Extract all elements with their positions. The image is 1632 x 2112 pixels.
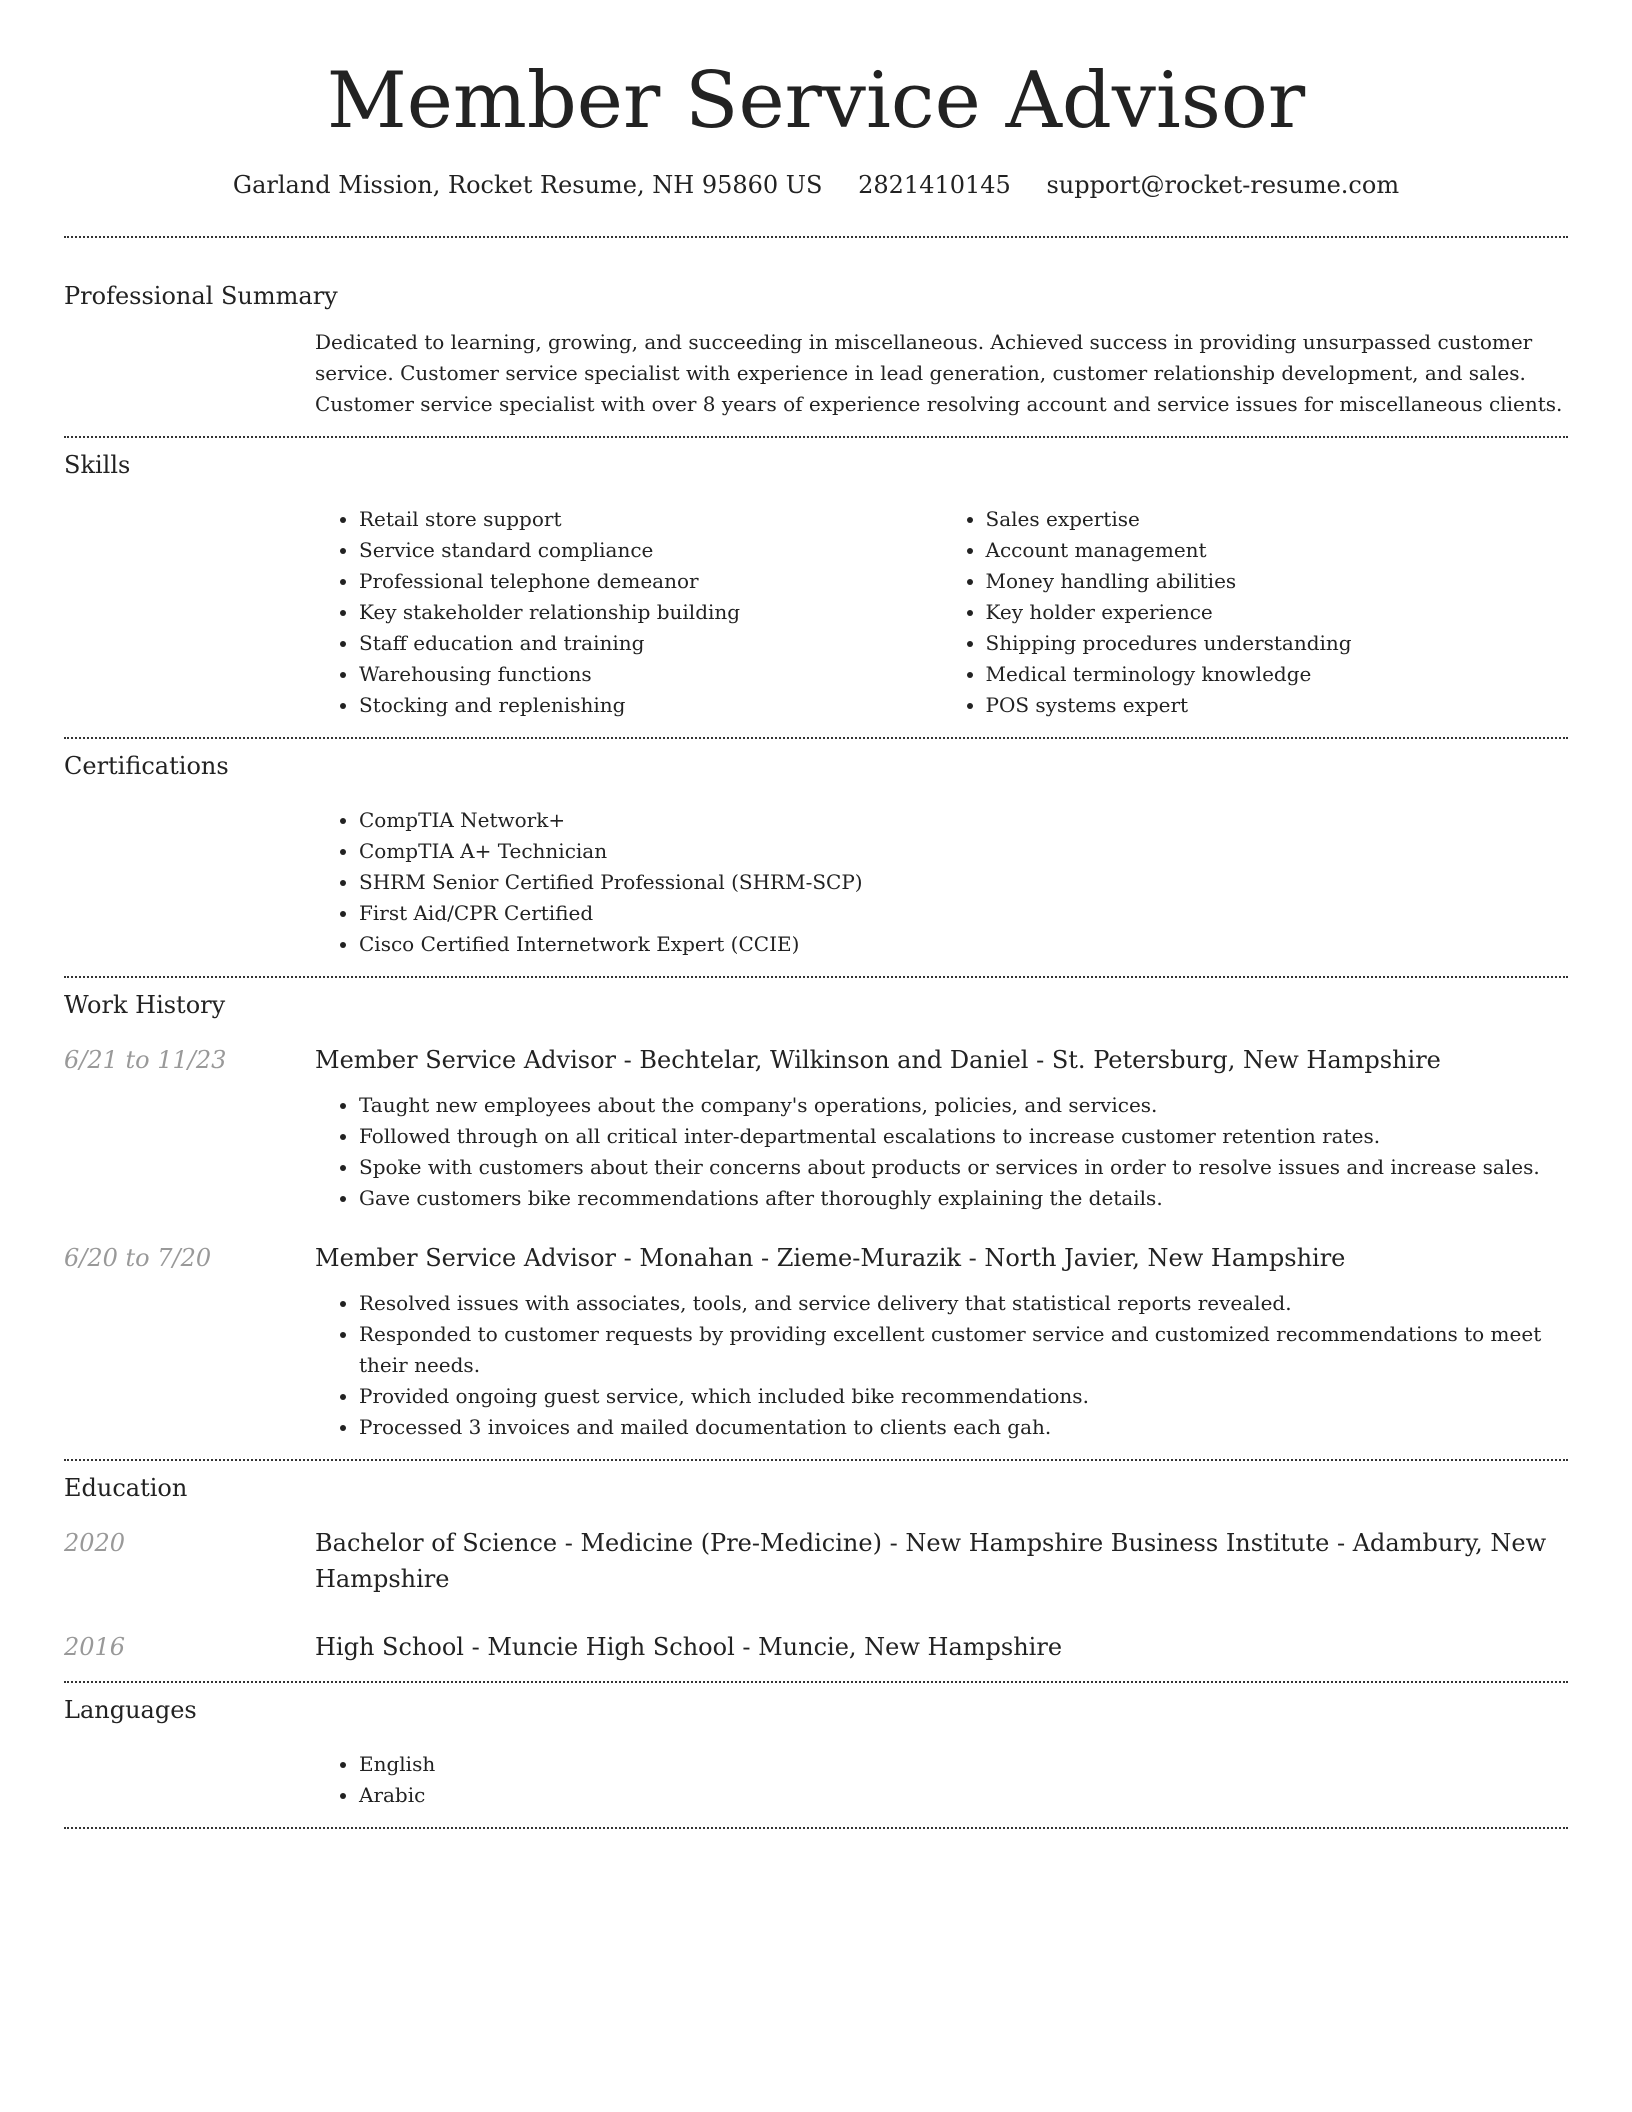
- contact-phone: 2821410145: [858, 171, 1011, 199]
- languages-section: [64, 1683, 1568, 1827]
- skill-item: • Warehousing functions: [359, 659, 942, 690]
- work-title: Work History: [64, 991, 226, 1019]
- language-item: • English: [359, 1749, 1568, 1780]
- job-bullet: • Taught new employees about the company's operations, policies, and services.: [359, 1090, 1568, 1121]
- skills-list-right: [942, 504, 1569, 721]
- education-date: 2020: [64, 1529, 126, 1557]
- job-entry: [64, 1042, 1568, 1214]
- languages-title: Languages: [64, 1696, 197, 1724]
- job-bullets: [315, 1288, 1568, 1443]
- education-entry: [64, 1525, 1568, 1597]
- job-title: Member Service Advisor: [315, 1046, 616, 1074]
- skill-item: • Account management: [986, 535, 1569, 566]
- contact-address: Garland Mission, Rocket Resume, NH 95860 US: [232, 171, 823, 199]
- certifications-content: [315, 805, 1568, 960]
- skill-item: • Key holder experience: [986, 597, 1569, 628]
- certifications-title: Certifications: [64, 752, 229, 780]
- job-bullets: [315, 1090, 1568, 1214]
- job-header: [64, 1042, 1568, 1078]
- contact-email: support@rocket-resume.com: [1046, 171, 1400, 199]
- summary-text: Dedicated to learning, growing, and succeeding in miscellaneous. Achieved success in providing unsurpassed customer service. Customer service specialist with experience in lead generation, customer relationship development, and sales. Customer service specialist with over 8 years of experience resolving account and service issues for miscellaneous clients.: [315, 330, 1563, 416]
- skill-item: • Stocking and replenishing: [359, 690, 942, 721]
- job-bullet: • Gave customers bike recommendations after thoroughly explaining the details.: [359, 1183, 1568, 1214]
- job-details: - Bechtelar, Wilkinson and Daniel - St. Petersburg, New Hampshire: [616, 1046, 1441, 1074]
- education-title: Education: [64, 1474, 188, 1502]
- skill-item: • Sales expertise: [986, 504, 1569, 535]
- certification-item: • First Aid/CPR Certified: [359, 898, 1568, 929]
- certification-item: • CompTIA A+ Technician: [359, 836, 1568, 867]
- languages-list: [315, 1749, 1568, 1811]
- summary-title: Professional Summary: [64, 282, 338, 310]
- certifications-section: [64, 739, 1568, 976]
- skills-list-left: [315, 504, 942, 721]
- divider: [64, 1827, 1568, 1829]
- job-bullet: • Processed 3 invoices and mailed documentation to clients each gah.: [359, 1412, 1568, 1443]
- job-details: - Monahan - Zieme-Murazik - North Javier, New Hampshire: [616, 1244, 1346, 1272]
- job-date: 6/20 to 7/20: [64, 1244, 212, 1272]
- skill-item: • Professional telephone demeanor: [359, 566, 942, 597]
- work-section: [64, 978, 1568, 1459]
- skill-item: • Service standard compliance: [359, 535, 942, 566]
- skill-item: • Money handling abilities: [986, 566, 1569, 597]
- certification-item: • CompTIA Network+: [359, 805, 1568, 836]
- education-degree: High School: [315, 1633, 464, 1661]
- job-date: 6/21 to 11/23: [64, 1046, 227, 1074]
- skill-item: • Key stakeholder relationship building: [359, 597, 942, 628]
- resume-name: Member Service Advisor: [326, 56, 1306, 146]
- job-bullet: • Responded to customer requests by providing excellent customer service and customized recommendations to meet their needs.: [359, 1319, 1568, 1381]
- job-header: [64, 1240, 1568, 1276]
- job-bullet-list: [315, 1288, 1568, 1443]
- job-bullet: • Resolved issues with associates, tools, and service delivery that statistical reports revealed.: [359, 1288, 1568, 1319]
- summary-section: [64, 238, 1568, 436]
- job-bullet: • Spoke with customers about their concerns about products or services in order to resolve issues and increase sales.: [359, 1152, 1568, 1183]
- certifications-list: [315, 805, 1568, 960]
- skill-item: • POS systems expert: [986, 690, 1569, 721]
- job-bullet: • Followed through on all critical inter-departmental escalations to increase customer retention rates.: [359, 1121, 1568, 1152]
- skill-item: • Medical terminology knowledge: [986, 659, 1569, 690]
- skills-columns: [315, 504, 1568, 721]
- certification-item: • Cisco Certified Internetwork Expert (CCIE): [359, 929, 1568, 960]
- education-entry: [64, 1629, 1568, 1665]
- skill-item: • Shipping procedures understanding: [986, 628, 1569, 659]
- education-section: [64, 1461, 1568, 1681]
- education-details: - New Hampshire Business Institute - Adambury, New Hampshire: [315, 1529, 1547, 1593]
- education-details: - Muncie High School - Muncie, New Hampshire: [463, 1633, 1063, 1661]
- language-item: • Arabic: [359, 1780, 1568, 1811]
- education-date: 2016: [64, 1633, 126, 1661]
- skills-title: Skills: [64, 451, 131, 479]
- education-degree: Bachelor of Science - Medicine (Pre-Medicine): [315, 1529, 882, 1557]
- skill-item: • Retail store support: [359, 504, 942, 535]
- skill-item: • Staff education and training: [359, 628, 942, 659]
- certification-item: • SHRM Senior Certified Professional (SHRM-SCP): [359, 867, 1568, 898]
- job-entry: [64, 1240, 1568, 1443]
- education-heading: [315, 1525, 1568, 1597]
- job-bullet: • Provided ongoing guest service, which included bike recommendations.: [359, 1381, 1568, 1412]
- job-heading: [315, 1042, 1568, 1078]
- contact-line: [64, 170, 1568, 200]
- education-heading: [315, 1629, 1568, 1665]
- job-title: Member Service Advisor: [315, 1244, 616, 1272]
- job-heading: [315, 1240, 1568, 1276]
- job-bullet-list: [315, 1090, 1568, 1214]
- skills-section: [64, 438, 1568, 737]
- languages-content: [315, 1749, 1568, 1811]
